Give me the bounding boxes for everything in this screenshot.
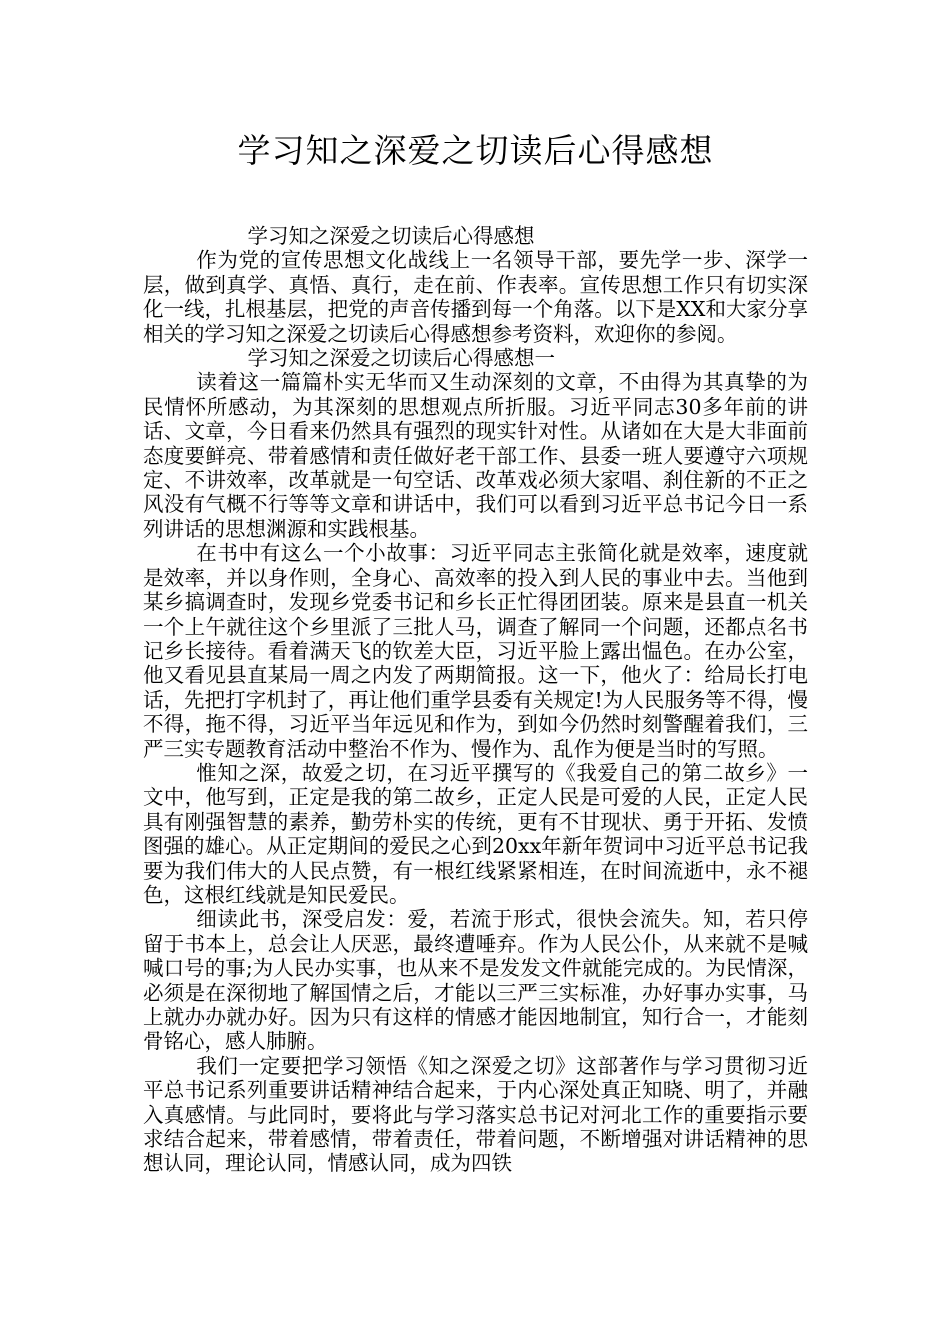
body-paragraph: 读着这一篇篇朴实无华而又生动深刻的文章，不由得为其真挚的为民情怀所感动，为其深刻的思想观点所折服。习近平同志30多年前的讲话、文章，今日看来仍然具有强烈的现实针对性。从诸如在大是大非面前态度要鲜亮、带着感情和责任做好老干部工作、县委一班人要遵守六项规定、不讲效率，改革就是一句空话、改革戏必须大家唱、刹住新的不正之风没有气概不行等等文章和讲话中，我们可以看到习近平总书记今日一系列讲话的思想渊源和实践根基。 xyxy=(143,370,808,541)
section-heading: 学习知之深爱之切读后心得感想一 xyxy=(247,346,556,371)
document-body xyxy=(143,224,808,1176)
body-paragraph: 在书中有这么一个小故事：习近平同志主张简化就是效率，速度就是效率，并以身作则，全身心、高效率的投入到人民的事业中去。当他到某乡搞调查时，发现乡党委书记和乡长正忙得团团装。原来是县直一机关一个上午就往这个乡里派了三批人马，调查了解同一个问题，还都点名书记乡长接待。看着满天飞的钦差大臣，习近平脸上露出愠色。在办公室，他又看见县直某局一周之内发了两期简报。这一下，他火了：给局长打电话，先把打字机封了，再让他们重学县委有关规定!为人民服务等不得，慢不得，拖不得，习近平当年远见和作为，到如今仍然时刻警醒着我们，三严三实专题教育活动中整治不作为、慢作为、乱作为便是当时的写照。 xyxy=(143,541,808,761)
body-paragraph: 惟知之深，故爱之切，在习近平撰写的《我爱自己的第二故乡》一文中，他写到，正定是我的第二故乡，正定人民是可爱的人民，正定人民具有刚强智慧的素养，勤劳朴实的传统，更有不甘现状、勇于开拓、发愤图强的雄心。从正定期间的爱民之心到20xx年新年贺词中习近平总书记我要为我们伟大的人民点赞，有一根红线紧紧相连，在时间流逝中，永不褪色，这根红线就是知民爱民。 xyxy=(143,760,808,907)
body-paragraph: 作为党的宣传思想文化战线上一名领导干部，要先学一步、深学一层，做到真学、真悟、真行，走在前、作表率。宣传思想工作只有切实深化一线，扎根基层，把党的声音传播到每一个角落。以下是XX和大家分享相关的学习知之深爱之切读后心得感想参考资料，欢迎你的参阅。 xyxy=(143,248,808,346)
body-paragraph: 细读此书，深受启发：爱，若流于形式，很快会流失。知，若只停留于书本上，总会让人厌恶，最终遭唾弃。作为人民公仆，从来就不是喊喊口号的事;为人民办实事，也从来不是发发文件就能完成的。为民情深，必须是在深彻地了解国情之后，才能以三严三实标准，办好事办实事，马上就办办就办好。因为只有这样的情感才能因地制宜，知行合一，才能刻骨铭心，感人肺腑。 xyxy=(143,907,808,1054)
document-title: 学习知之深爱之切读后心得感想 xyxy=(237,131,714,170)
section-heading: 学习知之深爱之切读后心得感想 xyxy=(247,224,535,248)
body-paragraph: 我们一定要把学习领悟《知之深爱之切》这部著作与学习贯彻习近平总书记系列重要讲话精神结合起来，于内心深处真正知晓、明了，并融入真感情。与此同时，要将此与学习落实总书记对河北工作的重要指示要求结合起来，带着感情，带着责任，带着问题，不断增强对讲话精神的思想认同，理论认同，情感认同，成为四铁 xyxy=(143,1053,808,1176)
